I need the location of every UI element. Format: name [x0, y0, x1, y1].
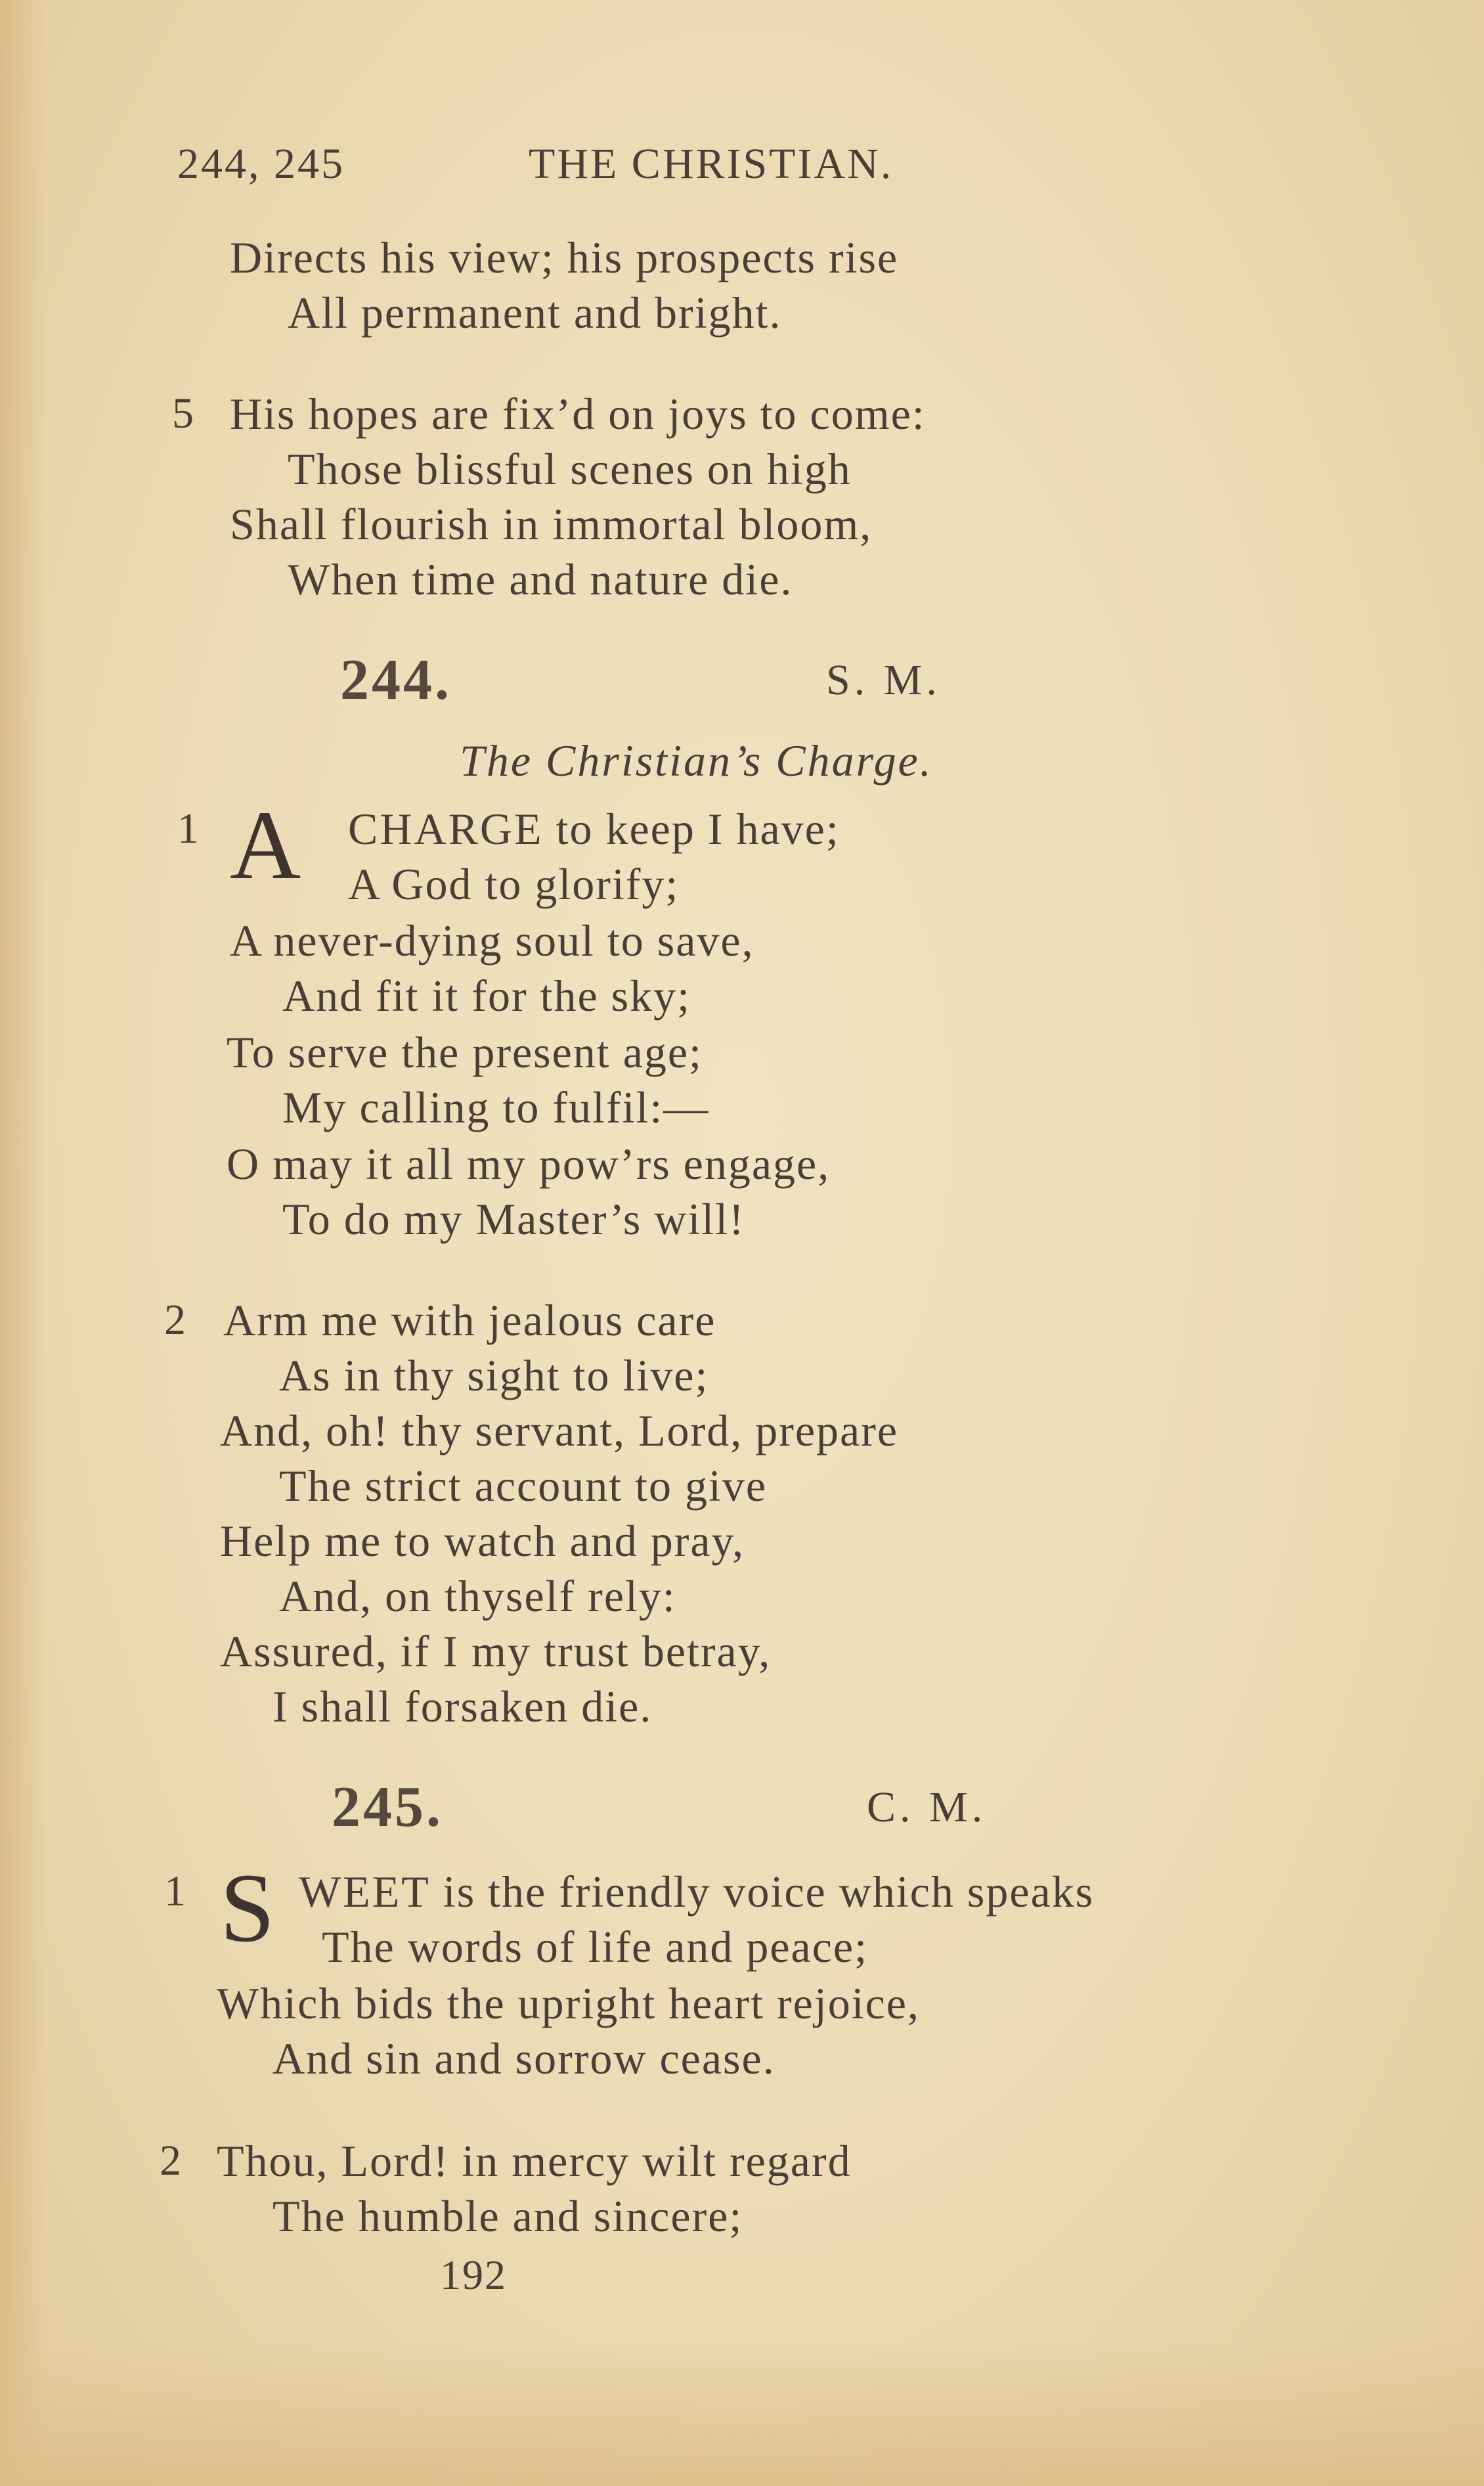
- verse-line: Which bids the upright heart rejoice,: [217, 1978, 920, 2028]
- verse-number: 5: [172, 389, 194, 437]
- verse-line: And, on thyself rely:: [279, 1571, 676, 1621]
- hymn-meter: S. M.: [826, 656, 941, 704]
- verse-number: 1: [177, 805, 199, 853]
- verse-line: My calling to fulfil:—: [282, 1082, 710, 1132]
- verse-line: And sin and sorrow cease.: [273, 2033, 775, 2083]
- first-word: CHARGE: [348, 804, 544, 854]
- hymn-number: 244.: [340, 648, 452, 712]
- verse-line: His hopes are fix’d on joys to come:: [230, 389, 926, 439]
- verse-line: A never-dying soul to save,: [230, 916, 754, 966]
- page-edge-shadow: [0, 0, 46, 2486]
- hymn-meter: C. M.: [867, 1783, 987, 1831]
- verse-line: The words of life and peace;: [322, 1922, 868, 1972]
- page-range: 244, 245: [177, 140, 345, 188]
- verse-line: Shall flourish in immortal bloom,: [230, 499, 873, 549]
- verse-number: 2: [160, 2137, 181, 2185]
- verse-line: To serve the present age;: [227, 1027, 703, 1077]
- hymn-title: The Christian’s Charge.: [460, 736, 933, 786]
- verse-line: [299, 1865, 1094, 1918]
- verse-number: 2: [164, 1296, 186, 1344]
- verse-line: A God to glorify;: [348, 859, 680, 909]
- verse-line: Those blissful scenes on high: [288, 444, 852, 494]
- verse-line: The humble and sincere;: [273, 2191, 743, 2241]
- running-title: THE CHRISTIAN.: [529, 140, 894, 188]
- verse-line: Help me to watch and pray,: [220, 1516, 745, 1566]
- verse-line: [348, 803, 840, 855]
- verse-line: I shall forsaken die.: [273, 1681, 653, 1731]
- verse-line: When time and nature die.: [288, 554, 793, 604]
- verse-line: All permanent and bright.: [288, 288, 782, 338]
- first-word: WEET: [299, 1867, 431, 1917]
- verse-number: 1: [164, 1867, 186, 1915]
- verse-line: O may it all my pow’rs engage,: [227, 1139, 831, 1189]
- verse-line: And, oh! thy servant, Lord, prepare: [220, 1406, 899, 1455]
- verse-line: To do my Master’s will!: [282, 1194, 745, 1244]
- verse-line: Arm me with jealous care: [223, 1295, 716, 1345]
- drop-cap: A: [230, 791, 301, 900]
- verse-line: Assured, if I my trust betray,: [220, 1626, 772, 1676]
- verse-line: The strict account to give: [279, 1461, 768, 1511]
- verse-line: Thou, Lord! in mercy wilt regard: [217, 2136, 852, 2186]
- hymn-number: 245.: [332, 1775, 443, 1839]
- page-number: 192: [440, 2252, 507, 2298]
- verse-line-text: is the friendly voice which speaks: [430, 1867, 1095, 1917]
- verse-line: And fit it for the sky;: [282, 971, 691, 1021]
- verse-line-text: to keep I have;: [543, 804, 840, 854]
- verse-line: Directs his view; his prospects rise: [230, 233, 899, 282]
- verse-line: As in thy sight to live;: [279, 1350, 709, 1400]
- page-bottom-shadow: [0, 2342, 1484, 2486]
- drop-cap: S: [220, 1853, 275, 1963]
